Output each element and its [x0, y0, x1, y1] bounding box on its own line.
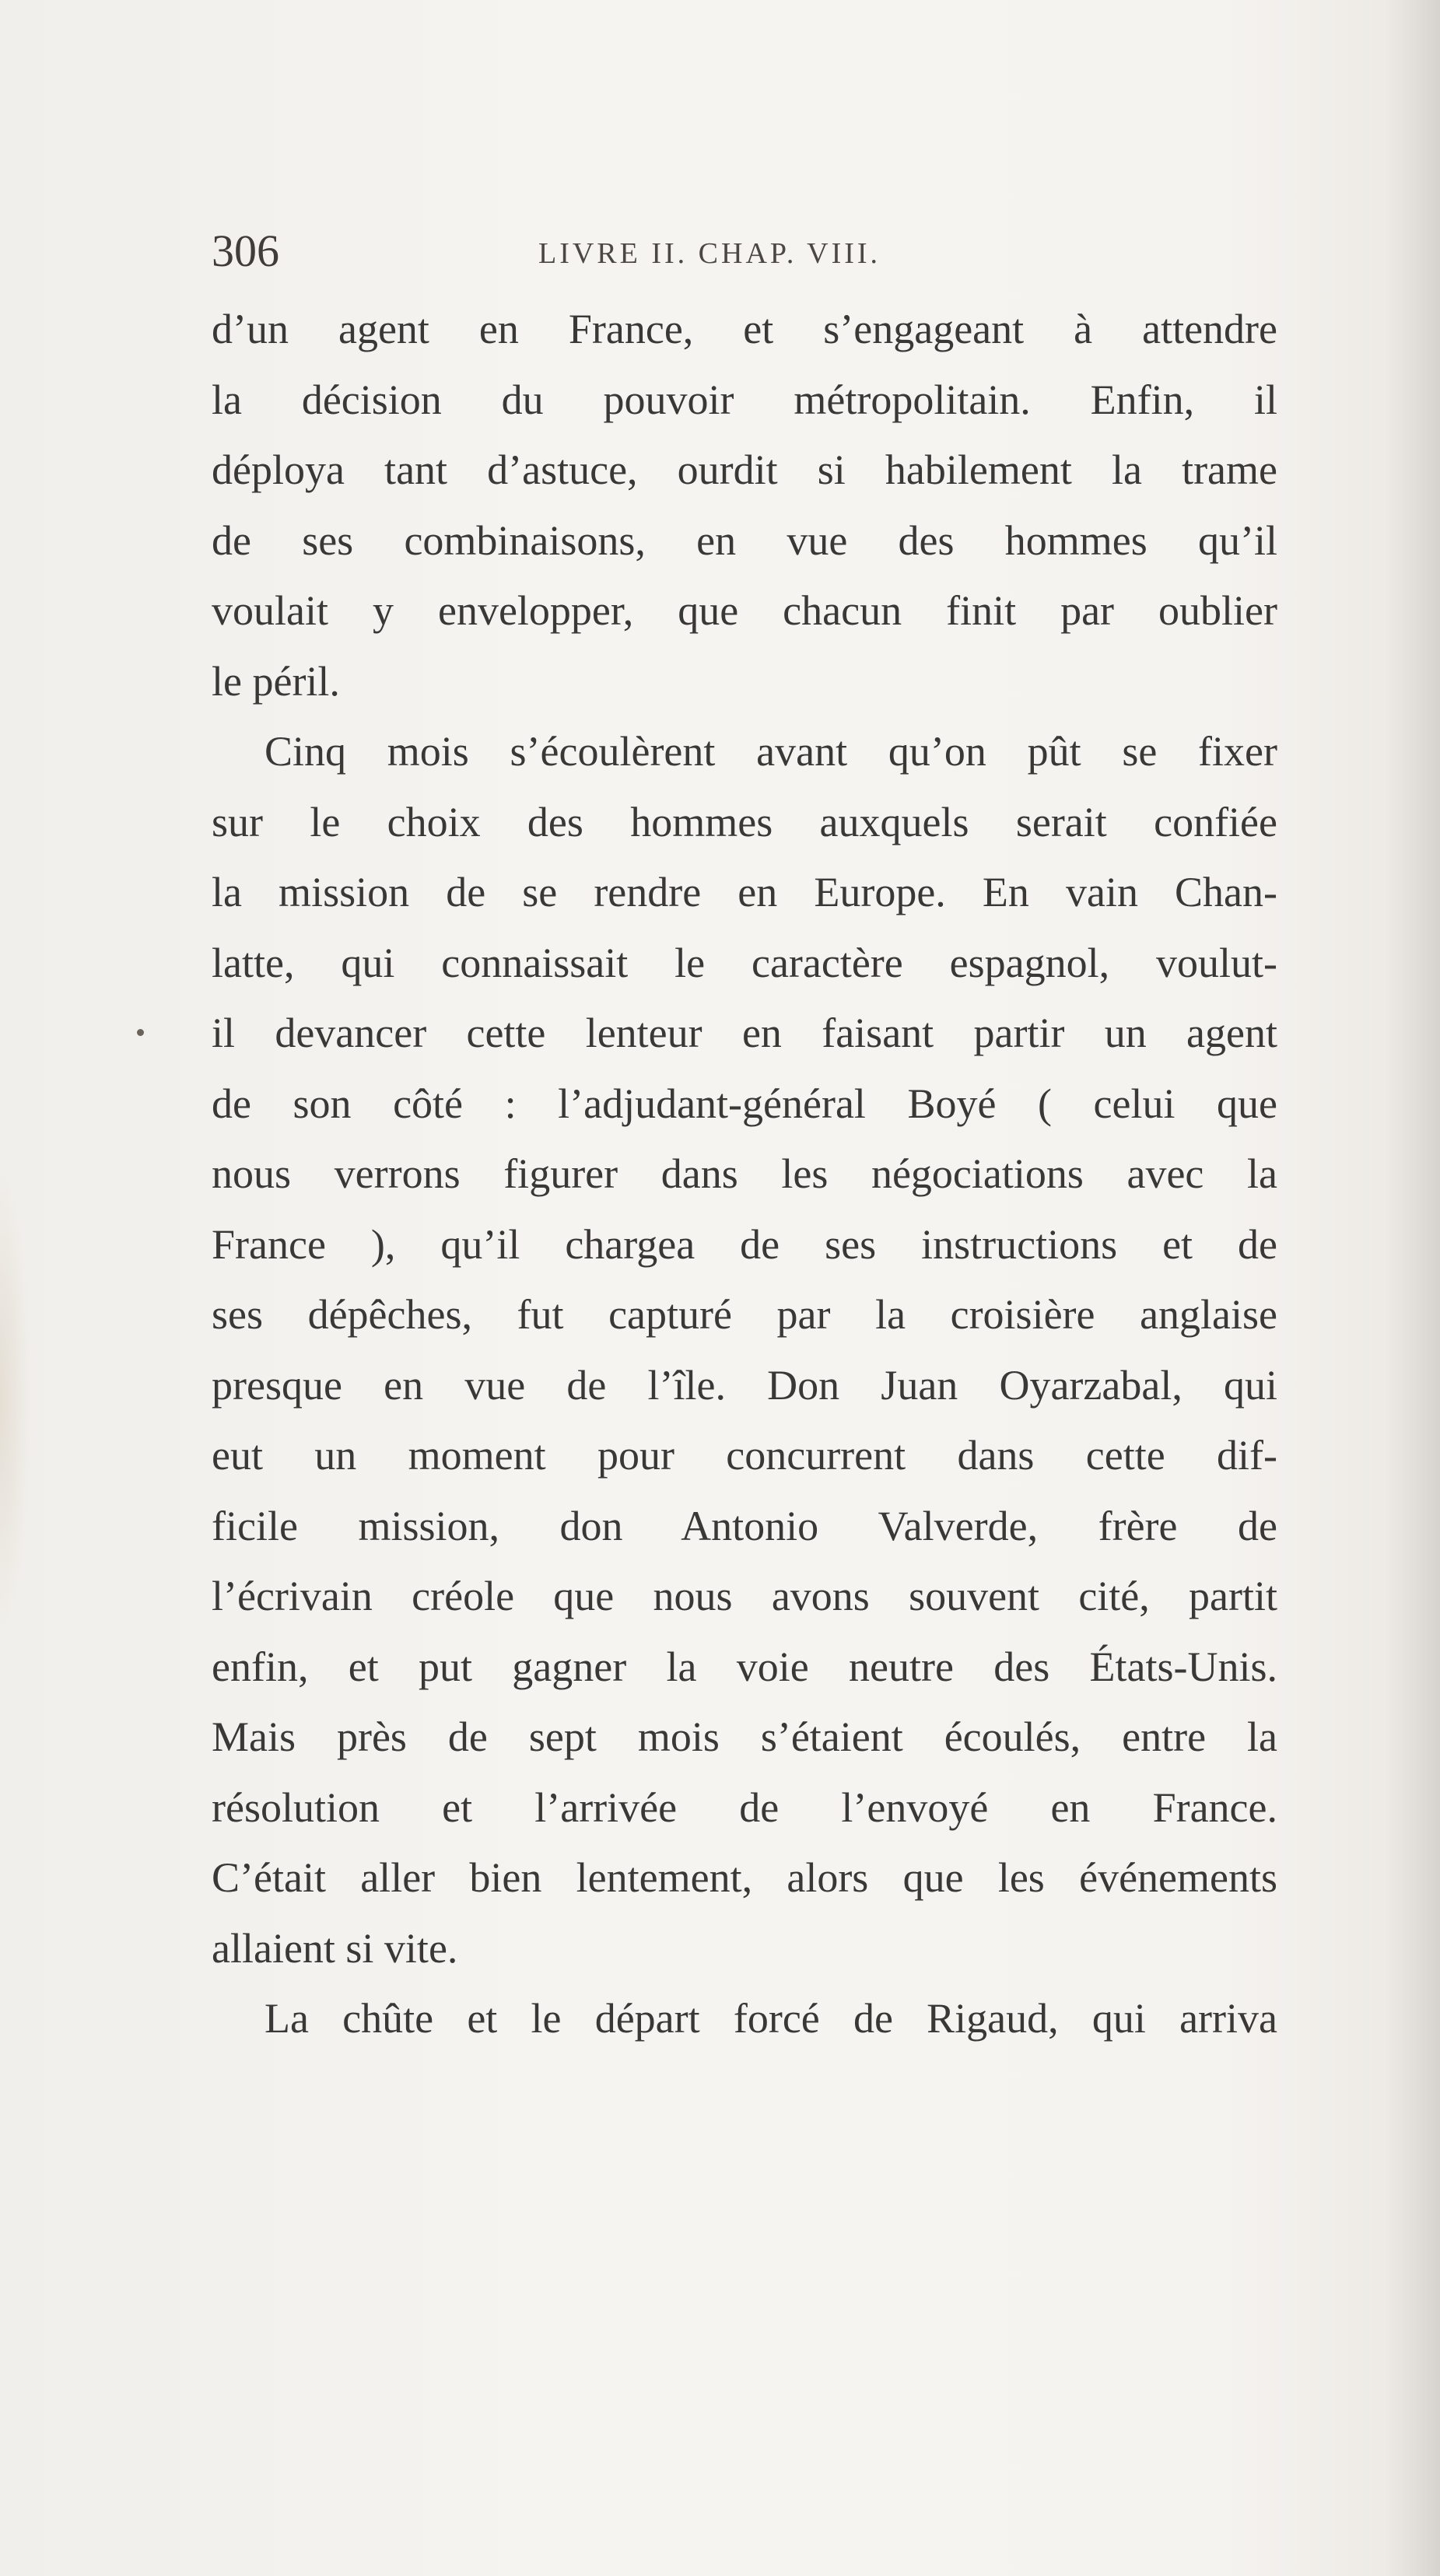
text-line: la mission de se rendre en Europe. En vain Chan- — [212, 869, 1277, 915]
text-line: voulait y envelopper, que chacun finit par oublier — [212, 587, 1277, 634]
text-line: France ), qu’il chargea de ses instructions et de — [212, 1220, 1277, 1268]
running-head: LIVRE II. CHAP. VIII. — [538, 237, 881, 270]
text-line: le péril. — [212, 657, 340, 705]
text-line: la décision du pouvoir métropolitain. Enfin, il — [212, 376, 1277, 423]
text-line: Cinq mois s’écoulèrent avant qu’on pût se fixer — [265, 728, 1277, 775]
page-edge-shadow — [1386, 0, 1440, 2576]
text-line: de son côté : l’adjudant-général Boyé ( celui que — [212, 1080, 1277, 1127]
text-line: enfin, et put gagner la voie neutre des États-Unis. — [212, 1643, 1277, 1690]
text-line: sur le choix des hommes auxquels serait confiée — [212, 798, 1277, 845]
text-line: C’était aller bien lentement, alors que les événements — [212, 1854, 1277, 1901]
paper-stain — [0, 1167, 31, 1633]
page-number: 306 — [212, 226, 279, 276]
text-line: eut un moment pour concurrent dans cette dif- — [212, 1432, 1277, 1479]
text-line: déploya tant d’astuce, ourdit si habilement la trame — [212, 446, 1277, 493]
text-line: de ses combinaisons, en vue des hommes qu’il — [212, 516, 1277, 564]
text-line: ficile mission, don Antonio Valverde, frère de — [212, 1502, 1277, 1549]
text-line: Mais près de sept mois s’étaient écoulés, entre la — [212, 1713, 1277, 1760]
body-text — [212, 294, 1277, 2054]
text-line: ses dépêches, fut capturé par la croisière anglaise — [212, 1291, 1277, 1338]
text-line: latte, qui connaissait le caractère espagnol, voulut- — [212, 939, 1277, 986]
ink-blot — [137, 1029, 144, 1036]
text-line: nous verrons figurer dans les négociations avec la — [212, 1150, 1277, 1197]
page-header — [212, 224, 1277, 278]
text-line: allaient si vite. — [212, 1924, 458, 1972]
text-line: d’un agent en France, et s’engageant à attendre — [212, 306, 1277, 352]
text-line: il devancer cette lenteur en faisant partir un agent — [212, 1010, 1277, 1056]
text-line: La chûte et le départ forcé de Rigaud, qui arriva — [265, 1995, 1277, 2042]
text-line: résolution et l’arrivée de l’envoyé en France. — [212, 1783, 1277, 1831]
text-line: presque en vue de l’île. Don Juan Oyarzabal, qui — [212, 1361, 1277, 1409]
text-line: l’écrivain créole que nous avons souvent cité, partit — [212, 1573, 1277, 1619]
